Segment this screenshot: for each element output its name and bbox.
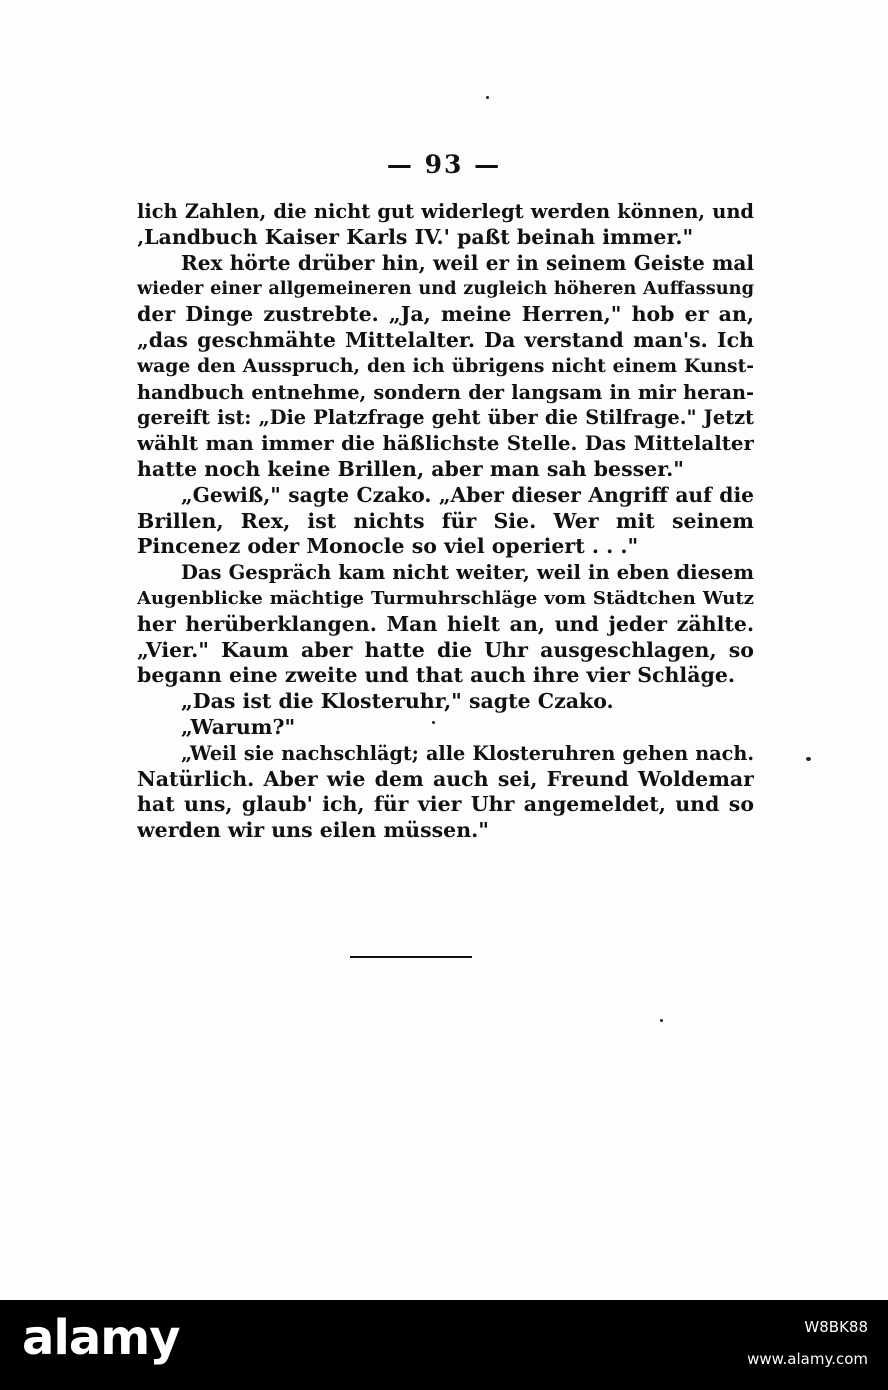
- print-speck: [660, 1019, 663, 1022]
- text-line: der Dinge zustrebte. „Ja, meine Herren," hob er an,: [137, 302, 754, 327]
- text-line: wage den Ausspruch, den ich übrigens nicht einem Kunst-: [137, 354, 754, 377]
- site-url: www.alamy.com: [747, 1350, 868, 1368]
- text-line: gereift ist: „Die Platzfrage geht über die Stilfrage." Jetzt: [137, 406, 754, 430]
- text-line: ‚Landbuch Kaiser Karls IV.' paßt beinah immer.": [137, 224, 694, 249]
- text-line: Rex hörte drüber hin, weil er in seinem Geiste mal: [181, 250, 754, 275]
- text-line: Natürlich. Aber wie dem auch sei, Freund Woldemar: [137, 766, 754, 791]
- print-speck: [486, 96, 489, 99]
- print-speck: [806, 757, 811, 761]
- section-divider: [350, 956, 472, 958]
- text-line: „Weil sie nachschlägt; alle Klosteruhren gehen nach.: [181, 741, 754, 765]
- text-line: hatte noch keine Brillen, aber man sah besser.": [137, 456, 684, 481]
- watermark-bar: [0, 1300, 888, 1390]
- text-line: „Vier." Kaum aber hatte die Uhr ausgeschlagen, so: [137, 637, 754, 662]
- print-speck: [432, 721, 435, 724]
- text-line: Pincenez oder Monocle so viel operiert . . .": [137, 534, 639, 559]
- text-line: „Gewiß," sagte Czako. „Aber dieser Angriff auf die: [181, 482, 754, 507]
- text-line: lich Zahlen, die nicht gut widerlegt werden können, und: [137, 200, 754, 223]
- text-line: Augenblicke mächtige Turmuhrschläge vom Städtchen Wutz: [137, 587, 754, 609]
- image-id: W8BK88: [804, 1318, 868, 1336]
- text-line: handbuch entnehme, sondern der langsam in mir heran-: [137, 380, 754, 404]
- text-line: „Warum?": [181, 714, 296, 739]
- text-line: werden wir uns eilen müssen.": [137, 818, 489, 843]
- body-text: [137, 199, 754, 844]
- text-line: her herüberklangen. Man hielt an, und jeder zählte.: [137, 611, 754, 636]
- text-line: wieder einer allgemeineren und zugleich höheren Auffassung: [137, 278, 754, 300]
- text-line: hat uns, glaub' ich, für vier Uhr angemeldet, und so: [137, 792, 754, 817]
- alamy-logo: alamy: [22, 1310, 180, 1366]
- text-line: „Das ist die Klosteruhr," sagte Czako.: [181, 689, 614, 714]
- page-number: — 93 —: [386, 150, 502, 179]
- text-line: Das Gespräch kam nicht weiter, weil in eben diesem: [181, 561, 754, 585]
- text-line: begann eine zweite und that auch ihre vier Schläge.: [137, 663, 736, 688]
- text-line: wählt man immer die häßlichste Stelle. Das Mittelalter: [137, 431, 754, 456]
- text-line: Brillen, Rex, ist nichts für Sie. Wer mit seinem: [137, 508, 754, 533]
- text-line: „das geschmähte Mittelalter. Da verstand man's. Ich: [137, 327, 754, 352]
